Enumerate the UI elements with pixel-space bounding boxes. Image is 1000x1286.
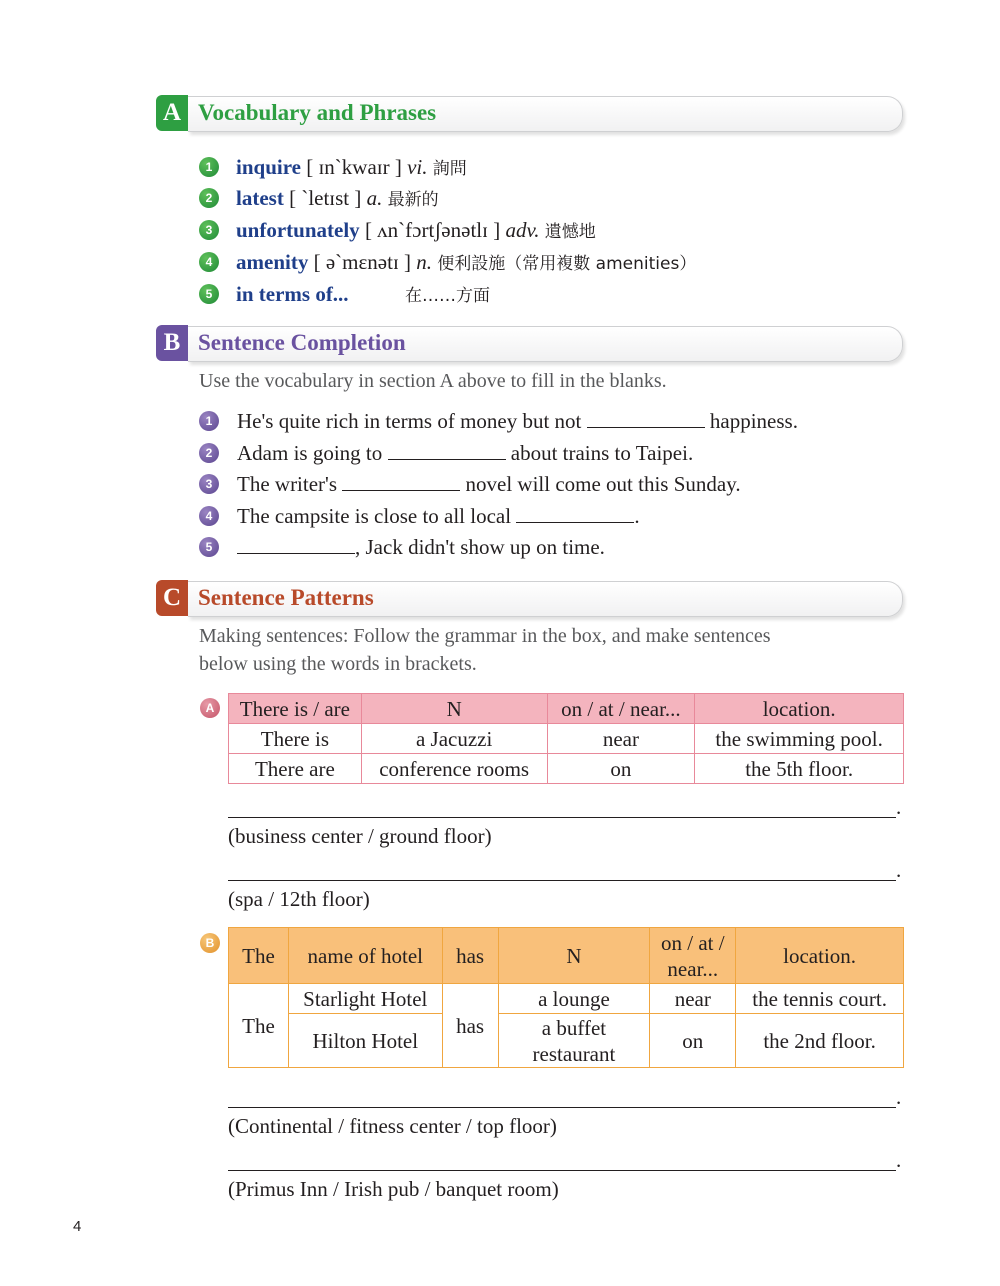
sentence-before: The writer's bbox=[237, 472, 337, 496]
vocab-number: 4 bbox=[199, 252, 219, 272]
vocab-meaning: 便利設施（常用複數 amenities） bbox=[437, 254, 697, 274]
answer-period: . bbox=[896, 1085, 902, 1109]
pattern-table-b bbox=[228, 927, 904, 1068]
cell-line: a buffet bbox=[541, 1015, 607, 1040]
vocab-item bbox=[236, 217, 596, 245]
table-row bbox=[229, 754, 904, 784]
answer-period: . bbox=[896, 795, 902, 819]
table-cell: has bbox=[442, 984, 498, 1068]
sentence-after: , Jack didn't show up on time. bbox=[355, 535, 605, 559]
pattern-table-a bbox=[228, 693, 904, 784]
table-cell: N bbox=[498, 928, 650, 984]
table-cell: the 5th floor. bbox=[695, 754, 904, 784]
sentence-after: novel will come out this Sunday. bbox=[465, 472, 741, 496]
vocab-number: 3 bbox=[199, 220, 219, 240]
page-number: 4 bbox=[73, 1218, 82, 1235]
vocab-number: 2 bbox=[199, 188, 219, 208]
vocab-word: inquire bbox=[236, 155, 301, 179]
vocab-pos: adv. bbox=[505, 218, 540, 242]
table-cell bbox=[650, 928, 736, 984]
sentence-before: Adam is going to bbox=[237, 441, 383, 465]
section-b-instruction: Use the vocabulary in section A above to fill in the blanks. bbox=[199, 370, 667, 392]
table-cell: Hilton Hotel bbox=[288, 1014, 442, 1068]
vocab-item bbox=[236, 154, 467, 182]
table-cell: near bbox=[650, 984, 736, 1014]
question-number: 3 bbox=[199, 474, 219, 494]
vocab-meaning: 詢問 bbox=[432, 159, 467, 179]
table-cell: The bbox=[229, 984, 289, 1068]
table-row bbox=[229, 724, 904, 754]
vocab-number: 1 bbox=[199, 157, 219, 177]
answer-prompt: (Primus Inn / Irish pub / banquet room) bbox=[228, 1177, 559, 1201]
vocab-ipa: [ ɪnˋkwaɪr ] bbox=[306, 155, 402, 179]
answer-period: . bbox=[896, 1148, 902, 1172]
table-cell: on / at / near... bbox=[547, 694, 695, 724]
table-cell bbox=[498, 1014, 650, 1068]
sentence-after: about trains to Taipei. bbox=[510, 441, 694, 465]
table-cell: a Jacuzzi bbox=[361, 724, 547, 754]
table-cell: the swimming pool. bbox=[695, 724, 904, 754]
section-b-title: Sentence Completion bbox=[198, 330, 406, 355]
answer-blank[interactable] bbox=[237, 535, 355, 554]
sentence-after: . bbox=[634, 504, 640, 528]
vocab-meaning: 遺憾地 bbox=[544, 222, 596, 242]
completion-item bbox=[237, 534, 605, 560]
question-number: 1 bbox=[199, 411, 219, 431]
section-c-instruction-line2: below using the words in brackets. bbox=[199, 653, 477, 675]
table-cell: the 2nd floor. bbox=[736, 1014, 904, 1068]
vocab-item bbox=[236, 281, 349, 307]
answer-prompt: (Continental / fitness center / top floor) bbox=[228, 1114, 557, 1138]
pattern-b-marker: B bbox=[200, 933, 220, 953]
completion-item bbox=[237, 440, 693, 466]
section-a-letter: A bbox=[156, 95, 188, 131]
question-number: 4 bbox=[199, 506, 219, 526]
table-cell: has bbox=[442, 928, 498, 984]
vocab-word: latest bbox=[236, 186, 284, 210]
answer-line[interactable] bbox=[228, 817, 896, 818]
question-number: 2 bbox=[199, 443, 219, 463]
vocab-ipa: [ əˋmɛnətɪ ] bbox=[313, 250, 412, 274]
table-cell: near bbox=[547, 724, 695, 754]
cell-line: on / at / bbox=[661, 930, 725, 955]
answer-blank[interactable] bbox=[388, 441, 506, 460]
vocab-word: amenity bbox=[236, 250, 309, 274]
table-cell: a lounge bbox=[498, 984, 650, 1014]
sentence-before: The campsite is close to all local bbox=[237, 504, 512, 528]
pattern-a-marker: A bbox=[200, 698, 220, 718]
vocab-pos: a. bbox=[366, 186, 383, 210]
table-header-row bbox=[229, 928, 904, 984]
table-cell: There is bbox=[229, 724, 362, 754]
vocab-meaning: 最新的 bbox=[387, 190, 439, 210]
answer-blank[interactable] bbox=[342, 472, 460, 491]
table-cell: name of hotel bbox=[288, 928, 442, 984]
table-header-row bbox=[229, 694, 904, 724]
answer-line[interactable] bbox=[228, 1170, 896, 1171]
answer-period: . bbox=[896, 858, 902, 882]
table-cell: There is / are bbox=[229, 694, 362, 724]
answer-prompt: (spa / 12th floor) bbox=[228, 887, 370, 911]
table-cell: The bbox=[229, 928, 289, 984]
table-row bbox=[229, 1014, 904, 1068]
vocab-ipa: [ ˋletɪst ] bbox=[289, 186, 362, 210]
answer-blank[interactable] bbox=[587, 409, 705, 428]
answer-line[interactable] bbox=[228, 1107, 896, 1108]
answer-line[interactable] bbox=[228, 880, 896, 881]
table-cell: Starlight Hotel bbox=[288, 984, 442, 1014]
vocab-item bbox=[236, 249, 696, 277]
vocab-pos: n. bbox=[416, 250, 433, 274]
sentence-after: happiness. bbox=[709, 409, 798, 433]
completion-item bbox=[237, 408, 798, 434]
section-c-instruction-line1: Making sentences: Follow the grammar in the box, and make sentences bbox=[199, 625, 771, 647]
vocab-ipa: [ ʌnˋfɔrtʃənətlɪ ] bbox=[364, 218, 501, 242]
question-number: 5 bbox=[199, 537, 219, 557]
cell-line: restaurant bbox=[532, 1041, 616, 1066]
answer-blank[interactable] bbox=[516, 504, 634, 523]
vocab-word: unfortunately bbox=[236, 218, 360, 242]
vocab-item bbox=[236, 185, 439, 213]
completion-item bbox=[237, 471, 741, 497]
vocab-word: in terms of... bbox=[236, 282, 349, 306]
table-cell: conference rooms bbox=[361, 754, 547, 784]
table-cell: location. bbox=[736, 928, 904, 984]
completion-item bbox=[237, 503, 640, 529]
cell-line: near... bbox=[667, 956, 719, 981]
table-cell: N bbox=[361, 694, 547, 724]
section-c-letter: C bbox=[156, 580, 188, 616]
answer-prompt: (business center / ground floor) bbox=[228, 824, 492, 848]
table-cell: location. bbox=[695, 694, 904, 724]
section-b-letter: B bbox=[156, 325, 188, 361]
section-c-title: Sentence Patterns bbox=[198, 585, 374, 610]
vocab-meaning: 在……方面 bbox=[405, 286, 490, 306]
table-cell: on bbox=[547, 754, 695, 784]
section-a-title: Vocabulary and Phrases bbox=[198, 100, 437, 125]
vocab-number: 5 bbox=[199, 284, 219, 304]
table-row bbox=[229, 984, 904, 1014]
vocab-pos: vi. bbox=[407, 155, 428, 179]
table-cell: on bbox=[650, 1014, 736, 1068]
table-cell: There are bbox=[229, 754, 362, 784]
sentence-before: He's quite rich in terms of money but not bbox=[237, 409, 582, 433]
table-cell: the tennis court. bbox=[736, 984, 904, 1014]
